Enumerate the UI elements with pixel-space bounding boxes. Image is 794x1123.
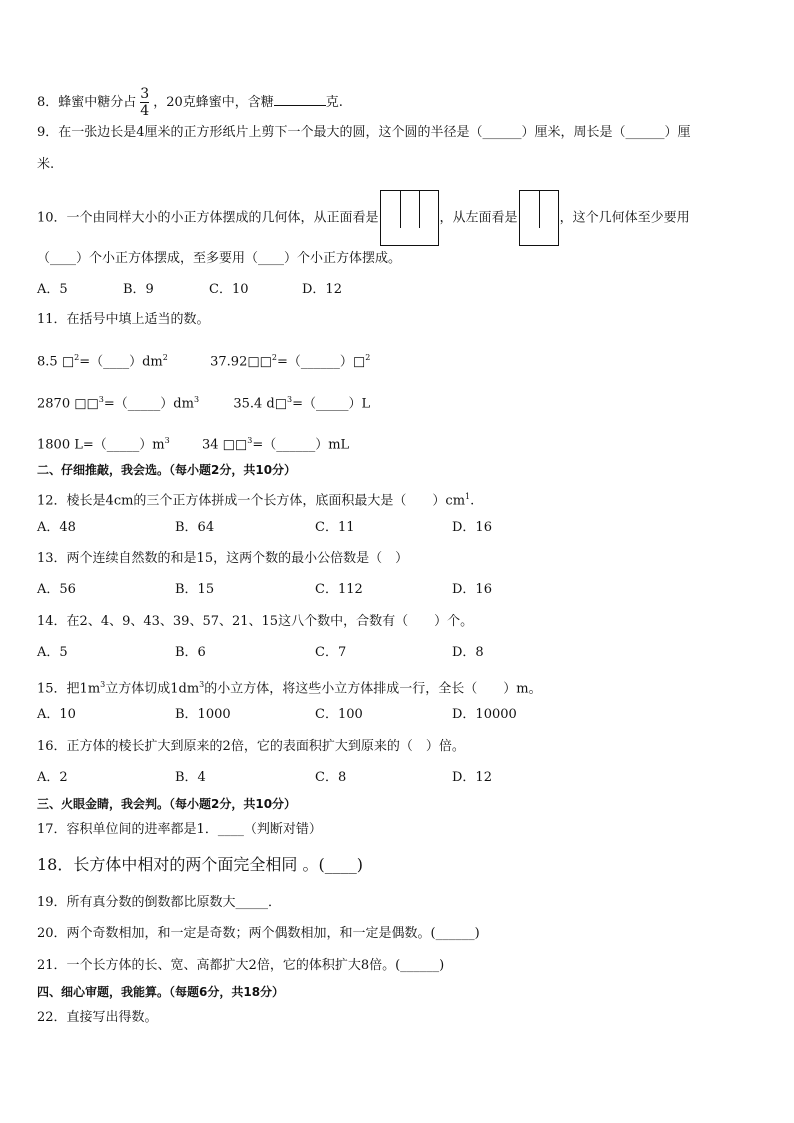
unit-glyph: □□: [247, 354, 272, 370]
left-view-figure: [519, 190, 559, 246]
option-a[interactable]: A．48: [37, 520, 76, 535]
option-d[interactable]: D．16: [452, 582, 492, 597]
answer-blank[interactable]: [274, 93, 326, 106]
question-20: 20．两个奇数相加，和一定是奇数；两个偶数相加，和一定是偶数。(______): [37, 926, 480, 941]
section-2-heading: 二、仔细推敲，我会选。（每小题2分，共10分）: [37, 463, 297, 477]
question-9: 9．在一张边长是4厘米的正方形纸片上剪下一个最大的圆，这个圆的半径是（______）厘米，周长是（______）厘: [37, 125, 691, 140]
option-a[interactable]: A．10: [37, 707, 76, 722]
superscript: 3: [100, 680, 106, 689]
superscript: 3: [247, 436, 253, 445]
question-8-text-end: 克.: [325, 95, 343, 110]
q11-item-6: 34: [201, 437, 223, 453]
question-12-text: 12．棱长是4cm的三个正方体拼成一个长方体，底面积最大是（ ）cm: [37, 493, 466, 509]
question-17: 17．容积单位间的进率都是1．____（判断对错）: [37, 822, 322, 837]
fraction-denominator: 4: [140, 103, 150, 119]
front-view-figure: [380, 190, 439, 246]
q11-item-5: 1800 L=（_____）m: [37, 437, 165, 453]
option-b[interactable]: B．64: [175, 520, 215, 535]
option-b[interactable]: B．15: [175, 582, 215, 597]
option-d[interactable]: D．16: [452, 520, 492, 535]
option-d[interactable]: D．12: [452, 770, 492, 785]
question-14: 14．在2、4、9、43、39、57、21、15这八个数中，合数有（ ）个。: [37, 614, 474, 629]
option-b[interactable]: B．6: [175, 645, 206, 660]
question-19: 19．所有真分数的倒数都比原数大_____．: [37, 895, 282, 910]
option-a[interactable]: A．5: [37, 282, 68, 297]
question-15-text-mid: 立方体切成1dm: [105, 681, 200, 697]
question-10-text-end: ，这个几何体至少要用: [559, 210, 690, 226]
question-11-row-1: [37, 349, 764, 371]
question-16: 16．正方体的棱长扩大到原来的2倍，它的表面积扩大到原来的（ ）倍。: [37, 739, 465, 754]
superscript: 3: [164, 436, 170, 445]
question-8-text: 8．蜂蜜中糖分占: [37, 95, 137, 110]
unit-glyph: □: [352, 354, 366, 370]
superscript: 3: [193, 395, 200, 404]
superscript: 3: [287, 395, 293, 404]
option-a[interactable]: A．5: [37, 645, 68, 660]
option-c[interactable]: C．100: [315, 707, 363, 722]
question-12: [37, 488, 764, 510]
section-4-heading: 四、细心审题，我能算。（每题6分，共18分）: [37, 985, 285, 999]
question-10-continued: （____）个小正方体摆成，至多要用（____）个小正方体摆成。: [37, 251, 402, 266]
superscript: 2: [74, 353, 80, 362]
option-a[interactable]: A．2: [37, 770, 68, 785]
q11-item-4: 35.4 d: [233, 396, 275, 412]
question-11-row-2: [37, 391, 764, 413]
unit-glyph: □: [274, 396, 288, 412]
section-3-heading: 三、火眼金睛，我会判。（每小题2分，共10分）: [37, 797, 297, 811]
question-11: 11．在括号中填上适当的数。: [37, 312, 210, 327]
q11-item-3: 2870: [37, 396, 75, 412]
option-c[interactable]: C．8: [315, 770, 347, 785]
question-12-end: .: [470, 493, 475, 509]
fraction-numerator: 3: [140, 86, 150, 102]
superscript: 2: [271, 353, 278, 362]
option-d[interactable]: D．12: [302, 282, 342, 297]
question-10: [37, 190, 764, 246]
option-c[interactable]: C．112: [315, 582, 363, 597]
fraction: [140, 86, 149, 119]
q11-item-2-answer: =（______）: [277, 354, 353, 370]
q11-item-2: 37.92: [210, 354, 248, 370]
question-8: [37, 86, 764, 119]
unit-glyph: □□: [74, 396, 99, 412]
option-c[interactable]: C．10: [209, 282, 249, 297]
q11-item-1-answer: =（____）dm: [79, 354, 163, 370]
superscript: 2: [162, 353, 168, 362]
question-18: 18．长方体中相对的两个面完全相同 。(____): [37, 855, 363, 874]
option-d[interactable]: D．10000: [452, 707, 517, 722]
option-b[interactable]: B．4: [175, 770, 206, 785]
option-c[interactable]: C．11: [315, 520, 355, 535]
question-10-text: 10．一个由同样大小的小正方体摆成的几何体，从正面看是: [37, 210, 379, 226]
question-13: 13．两个连续自然数的和是15，这两个数的最小公倍数是（ ）: [37, 551, 409, 566]
question-8-text-mid: ，20克蜂蜜中，含糖: [153, 95, 274, 110]
question-10-text-mid: ，从左面看是: [439, 210, 518, 226]
q11-item-3-answer: =（_____）dm: [103, 396, 194, 412]
question-15-text: 15．把1m: [37, 681, 101, 697]
question-15-text-end: 的小立方体，将这些小立方体排成一行，全长（ ）m。: [204, 681, 542, 697]
option-b[interactable]: B．9: [123, 282, 154, 297]
superscript: 1: [465, 492, 471, 501]
question-9-continued: 米.: [37, 157, 55, 172]
question-21: 21．一个长方体的长、宽、高都扩大2倍，它的体积扩大8倍。(______): [37, 958, 445, 973]
q11-item-1: 8.5: [37, 354, 62, 370]
question-22: 22．直接写出得数。: [37, 1010, 158, 1025]
unit-glyph: □□: [222, 437, 248, 453]
option-c[interactable]: C．7: [315, 645, 347, 660]
q11-item-6-answer: =（______）mL: [252, 437, 350, 453]
superscript: 3: [98, 395, 104, 404]
superscript: 3: [199, 680, 205, 689]
option-a[interactable]: A．56: [37, 582, 76, 597]
option-b[interactable]: B．1000: [175, 707, 231, 722]
option-d[interactable]: D．8: [452, 645, 484, 660]
question-11-row-3: [37, 432, 764, 454]
question-15: [37, 676, 764, 698]
unit-glyph: □: [61, 354, 75, 370]
q11-item-4-answer: =（_____）L: [292, 396, 371, 412]
superscript: 2: [365, 353, 371, 362]
